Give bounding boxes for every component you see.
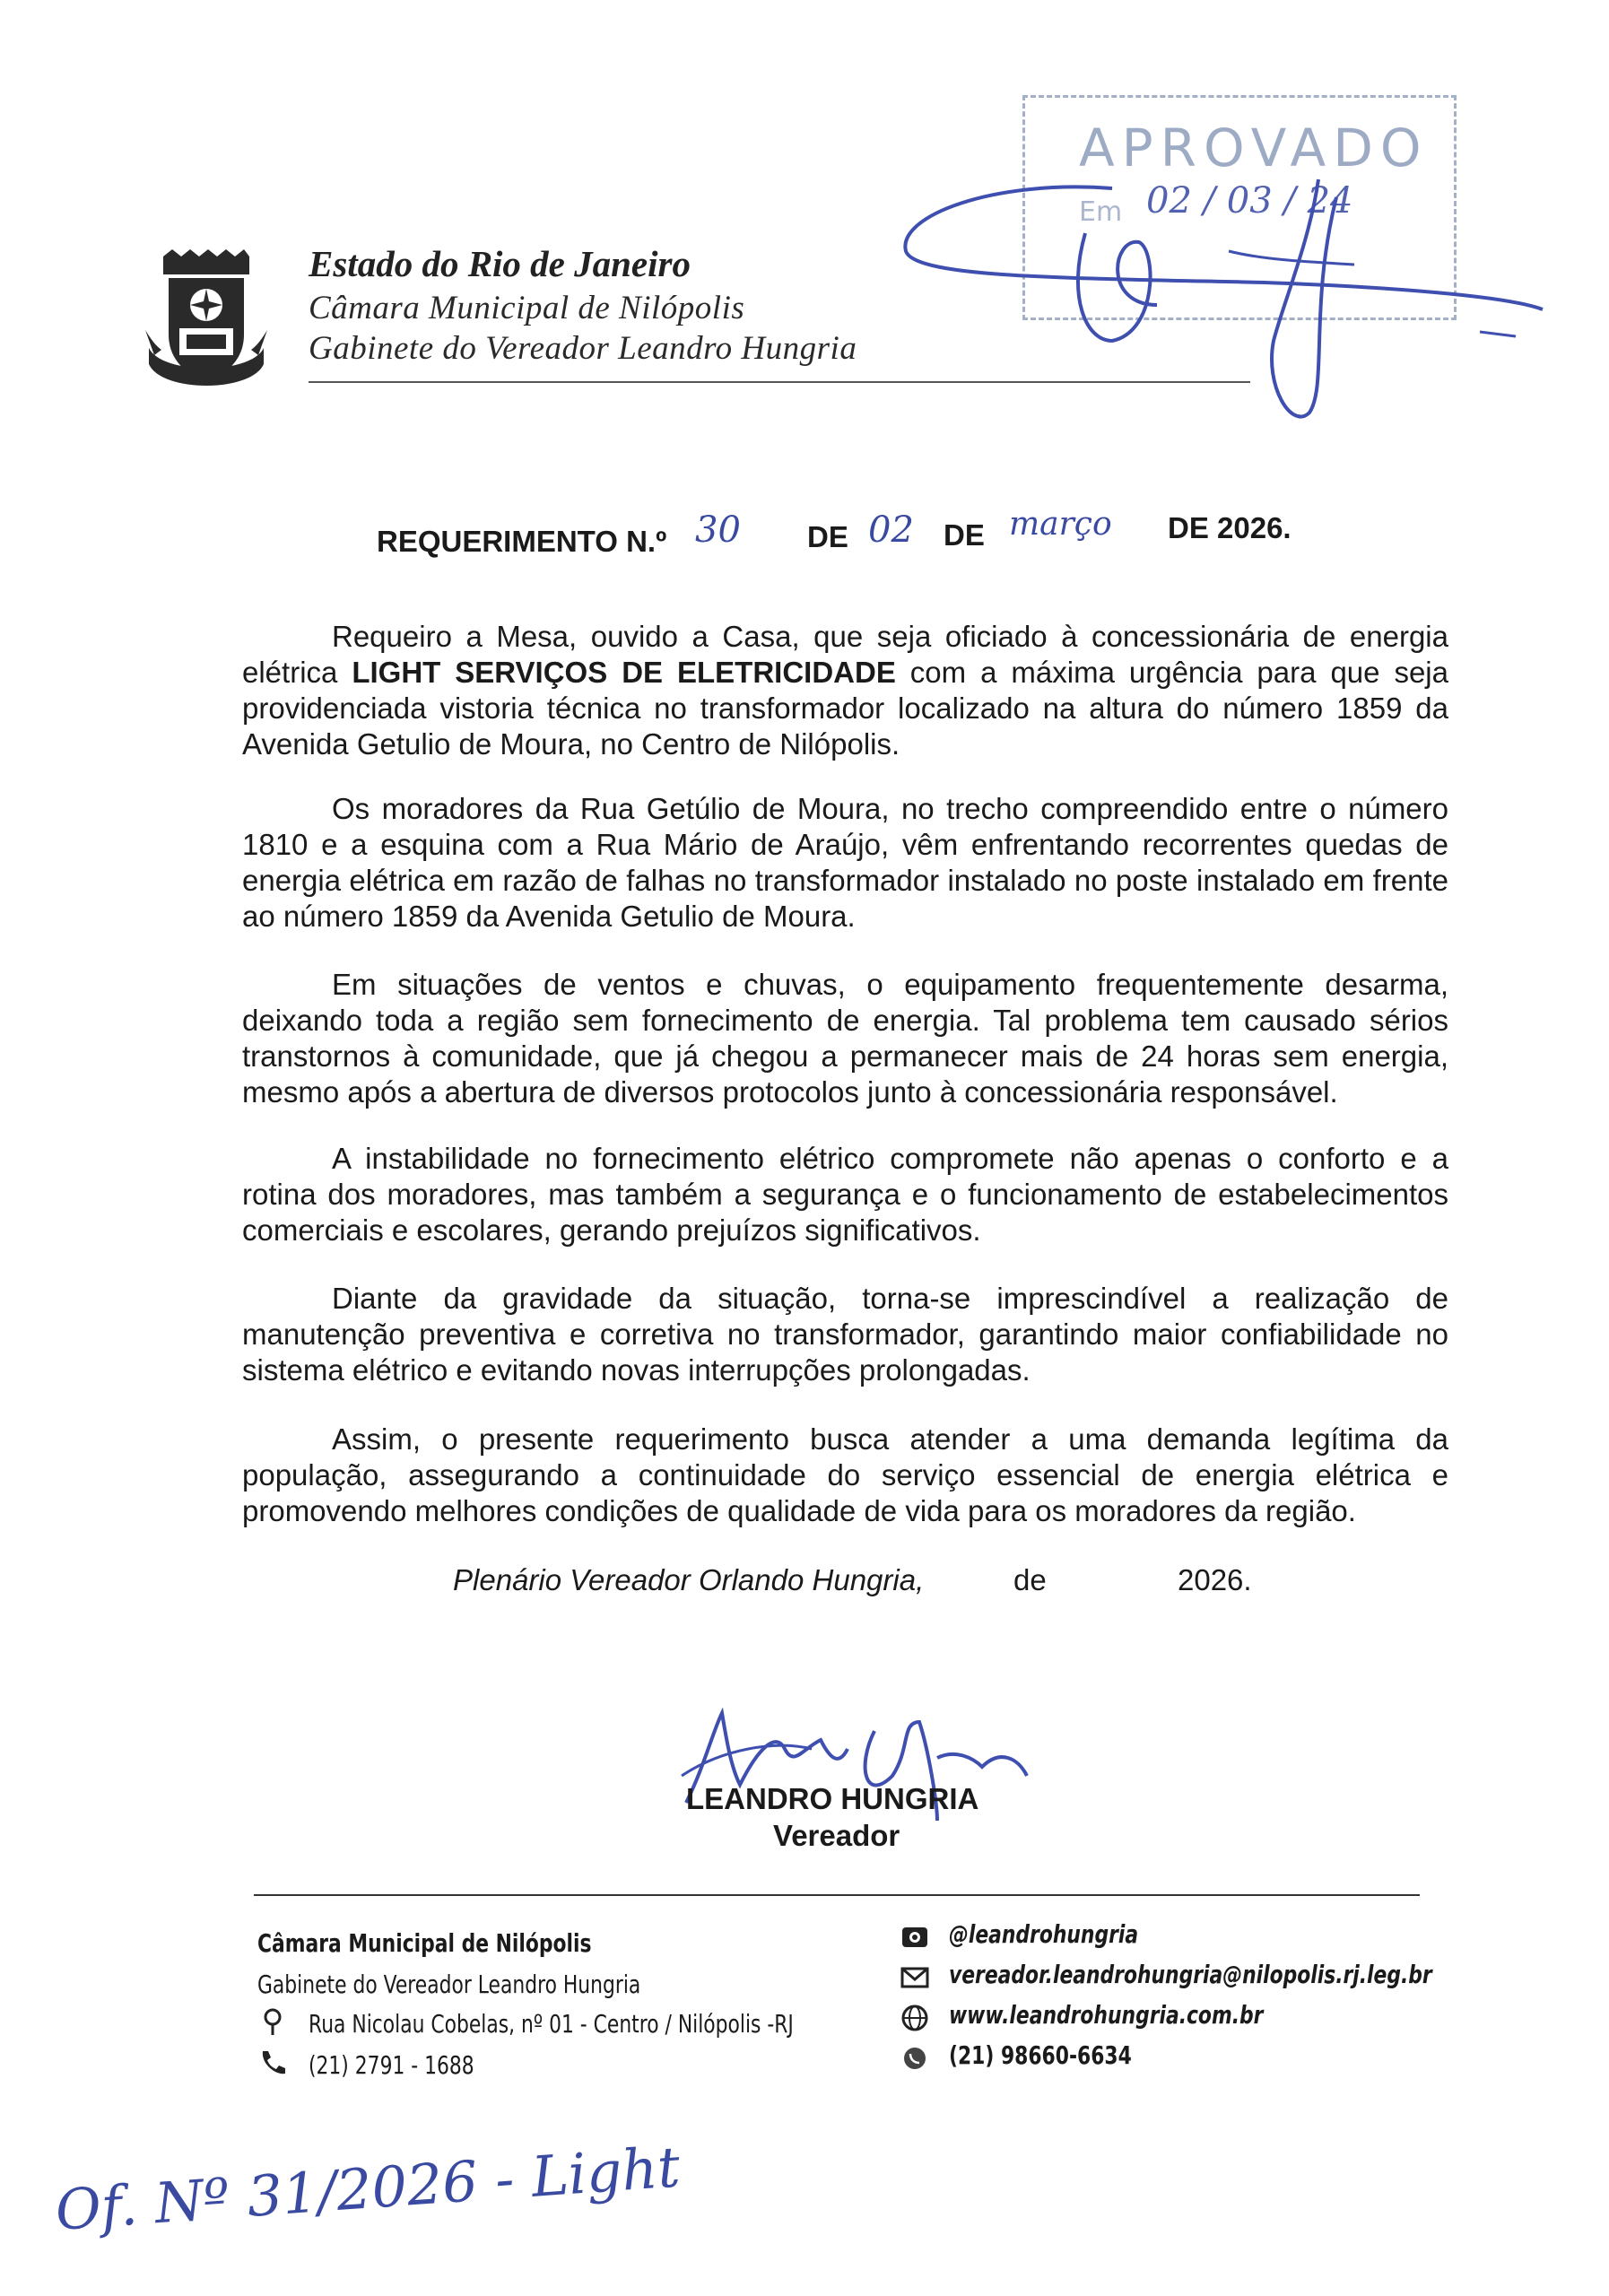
footer-email: vereador.leandrohungria@nilopolis.rj.leg.br — [949, 1960, 1432, 1989]
closing-de: de — [1013, 1563, 1047, 1596]
closing-year: 2026. — [1178, 1563, 1252, 1596]
stamp-word: APROVADO — [1079, 117, 1429, 178]
paragraph-2 — [242, 791, 1448, 935]
phone-icon — [257, 2048, 288, 2078]
title-month-hand: março — [1009, 506, 1112, 543]
p6-text: Assim, o presente requerimento busca atender a uma demanda legítima da população, assegurando a continuidade do serviço essencial de energia elétrica e promovendo melhores condições de qualidade de vida para os moradores da região. — [242, 1422, 1448, 1527]
p2-text: Os moradores da Rua Getúlio de Moura, no trecho compreendido entre o número 1810 e a esquina com a Rua Mário de Araújo, vêm enfrentando recorrentes quedas de energia elétrica em razão de falhas no transformador instalado no poste instalado em frente ao número 1859 da Avenida Getulio de Moura. — [242, 792, 1448, 933]
stamp-date-hand: 02 / 03 / 24 — [1146, 180, 1353, 222]
paragraph-1 — [242, 619, 1448, 762]
whatsapp-icon — [900, 2043, 930, 2074]
stamp-signature-scribble — [888, 161, 1552, 439]
paragraph-4 — [242, 1141, 1448, 1248]
header-chamber: Câmara Municipal de Nilópolis — [309, 290, 745, 326]
signer-name: LEANDRO HUNGRIA — [686, 1782, 979, 1815]
footer-address: Rua Nicolau Cobelas, nº 01 - Centro / Nilópolis -RJ — [309, 2009, 794, 2039]
globe-icon — [900, 2003, 930, 2033]
header-divider — [309, 381, 1250, 383]
p3-text: Em situações de ventos e chuvas, o equipamento frequentemente desarma, deixando toda a região sem fornecimento de energia. Tal problema tem causado sérios transtornos à comunidade, que já chegou a permanecer mais de 24 horas sem energia, mesmo após a abertura de diversos protocolos junto à concessionária responsável. — [242, 968, 1448, 1109]
email-icon — [900, 1962, 930, 1993]
title-de-2: DE — [944, 518, 985, 552]
paragraph-3 — [242, 967, 1448, 1110]
p4-text: A instabilidade no fornecimento elétrico compromete não apenas o conforto e a rotina dos moradores, mas também a segurança e o funcionamento de estabelecimentos comerciais e escolares, gerando prejuízos significativos. — [242, 1142, 1448, 1247]
title-day-hand: 02 — [868, 509, 914, 551]
footer-whatsapp: (21) 98660-6634 — [949, 2040, 1132, 2070]
header-state: Estado do Rio de Janeiro — [309, 243, 691, 284]
location-pin-icon — [257, 2006, 288, 2037]
p5-text: Diante da gravidade da situação, torna-se imprescindível a realização de manutenção preventiva e corretiva no transformador, garantindo maior confiabilidade no sistema elétrico e evitando novas interrupções prolongadas. — [242, 1282, 1448, 1387]
header-office: Gabinete do Vereador Leandro Hungria — [309, 330, 857, 367]
paragraph-5 — [242, 1281, 1448, 1388]
footer-chamber: Câmara Municipal de Nilópolis — [257, 1928, 592, 1958]
footer-office: Gabinete do Vereador Leandro Hungria — [257, 1970, 641, 1999]
footer-instagram: @leandrohungria — [949, 1919, 1139, 1949]
p1-text-a: Requeiro a Mesa, ouvido a Casa, que seja oficiado à concessionária de energia elétrica — [242, 620, 1448, 689]
footer-divider — [254, 1894, 1420, 1896]
handwritten-note: Of. Nº 31/2026 - Light — [53, 2134, 683, 2243]
crest-icon — [144, 249, 269, 397]
p1-text-b: com a máxima urgência para que seja providenciada vistoria técnica no transformador localizado na altura do número 1859 da Avenida Getulio de Moura, no Centro de Nilópolis. — [242, 656, 1448, 761]
title-year: DE 2026. — [1168, 511, 1292, 544]
signer-role: Vereador — [773, 1819, 900, 1852]
footer-phone: (21) 2791 - 1688 — [309, 2050, 474, 2080]
instagram-icon — [900, 1922, 930, 1952]
municipal-crest — [144, 249, 269, 397]
footer-website: www.leandrohungria.com.br — [949, 2000, 1264, 2030]
title-de-1: DE — [807, 520, 848, 553]
stamp-date-prefix: Em — [1079, 196, 1123, 228]
p1-company: LIGHT SERVIÇOS DE ELETRICIDADE — [352, 656, 896, 689]
closing-place: Plenário Vereador Orlando Hungria, — [453, 1563, 925, 1596]
title-label: REQUERIMENTO N.º — [377, 525, 667, 558]
title-number-hand: 30 — [695, 509, 741, 551]
paragraph-6 — [242, 1422, 1448, 1529]
